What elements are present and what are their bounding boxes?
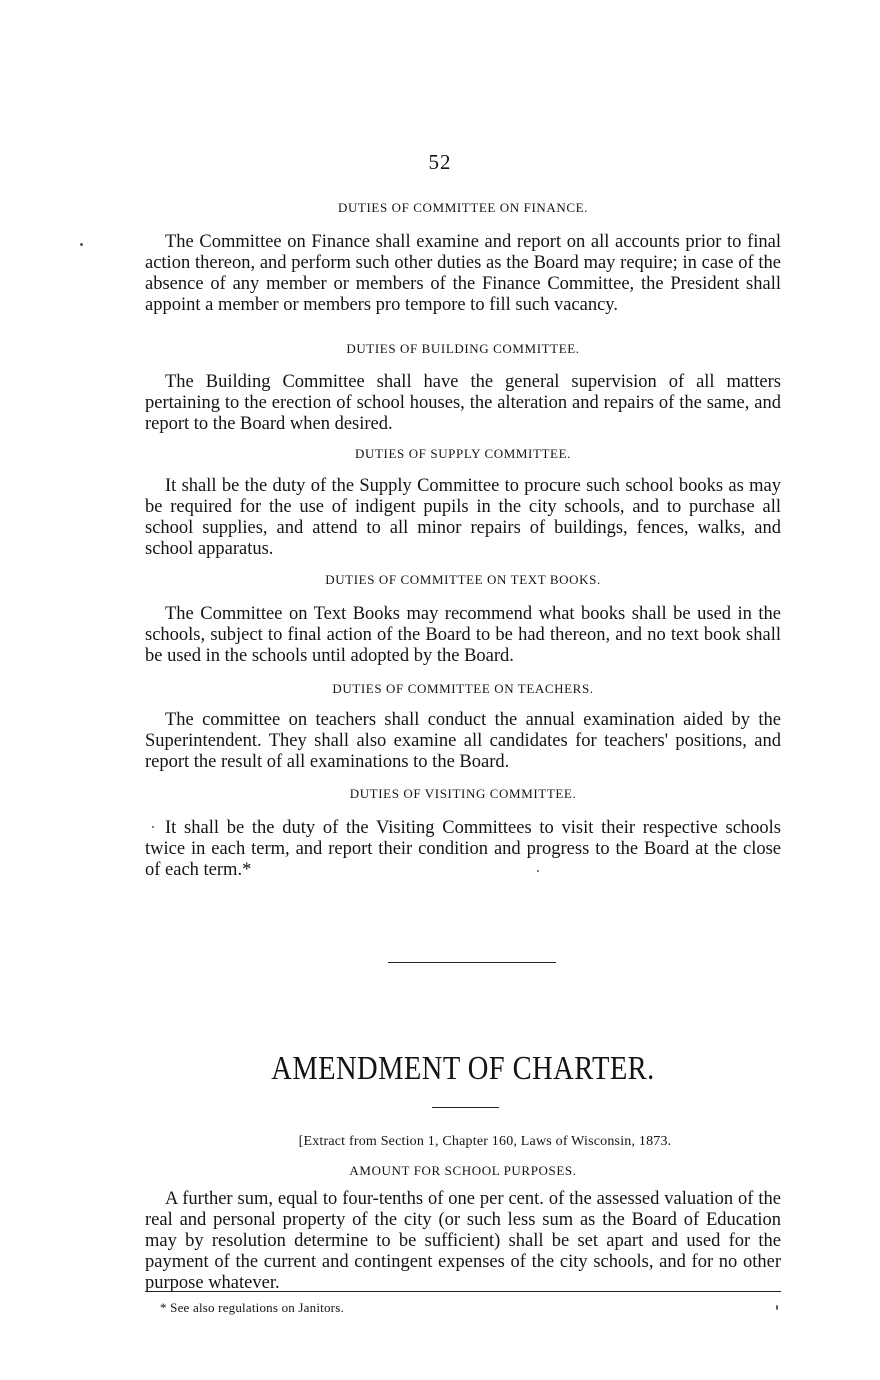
title-underline-rule bbox=[432, 1107, 499, 1108]
paragraph-building-committee: The Building Committee shall have the general supervision of all matters pertaining to the erection of school houses, the alteration and repairs of the same, and report to the Board when desired. bbox=[145, 372, 781, 434]
paragraph-school-purposes: A further sum, equal to four-tenths of one per cent. of the assessed valuation of the real and personal property of the city (or such less sum as the Board of Education may by resolution determine to be sufficient) shall be set apart and used for the payment of the current and contingent expenses of the city schools, and for no other purpose whatever. bbox=[145, 1189, 781, 1293]
scan-speck bbox=[80, 243, 83, 246]
paragraph-finance-committee: The Committee on Finance shall examine and report on all accounts prior to final action thereon, and perform such other duties as the Board may require; in case of the absence of any member or members of the Finance Committee, the President shall appoint a member or members pro tempore to fill such vacancy. bbox=[145, 232, 781, 315]
section-divider-rule bbox=[388, 962, 556, 963]
paragraph-visiting-committee: It shall be the duty of the Visiting Committees to visit their respective schools twice in each term, and report their condition and progress to the Board at the close of each term.* bbox=[145, 818, 781, 880]
heading-text-books-committee: DUTIES OF COMMITTEE ON TEXT BOOKS. bbox=[325, 572, 601, 587]
extract-citation: [Extract from Section 1, Chapter 160, Laws of Wisconsin, 1873. bbox=[298, 1134, 672, 1149]
heading-building-committee: DUTIES OF BUILDING COMMITTEE. bbox=[346, 341, 580, 356]
heading-school-purposes: AMOUNT FOR SCHOOL PURPOSES. bbox=[349, 1163, 577, 1178]
footnote: * See also regulations on Janitors. bbox=[160, 1300, 344, 1315]
paragraph-teachers-committee: The committee on teachers shall conduct the annual examination aided by the Superintendent. They shall also examine all candidates for teachers' positions, and report the result of all examinations to the Board. bbox=[145, 710, 781, 772]
heading-visiting-committee: DUTIES OF VISITING COMMITTEE. bbox=[349, 786, 577, 801]
heading-supply-committee: DUTIES OF SUPPLY COMMITTEE. bbox=[355, 446, 571, 461]
heading-teachers-committee: DUTIES OF COMMITTEE ON TEACHERS. bbox=[332, 681, 594, 696]
paragraph-text-books-committee: The Committee on Text Books may recommend what books shall be used in the schools, subject to final action of the Board to be had thereon, and no text book shall be used in the schools until adopted by the Board. bbox=[145, 604, 781, 666]
footnote-rule bbox=[145, 1291, 781, 1292]
paragraph-supply-committee: It shall be the duty of the Supply Committee to procure such school books as may be required for the use of indigent pupils in the city schools, and to purchase all school supplies, and attend to all minor repairs of buildings, fences, walks, and school apparatus. bbox=[145, 476, 781, 559]
heading-finance-committee: DUTIES OF COMMITTEE ON FINANCE. bbox=[337, 200, 589, 215]
page-number: 52 bbox=[428, 150, 452, 174]
scan-speck bbox=[152, 826, 154, 828]
scan-speck bbox=[537, 870, 539, 872]
amendment-title: AMENDMENT OF CHARTER. bbox=[271, 1050, 655, 1087]
scan-speck bbox=[776, 1305, 778, 1310]
